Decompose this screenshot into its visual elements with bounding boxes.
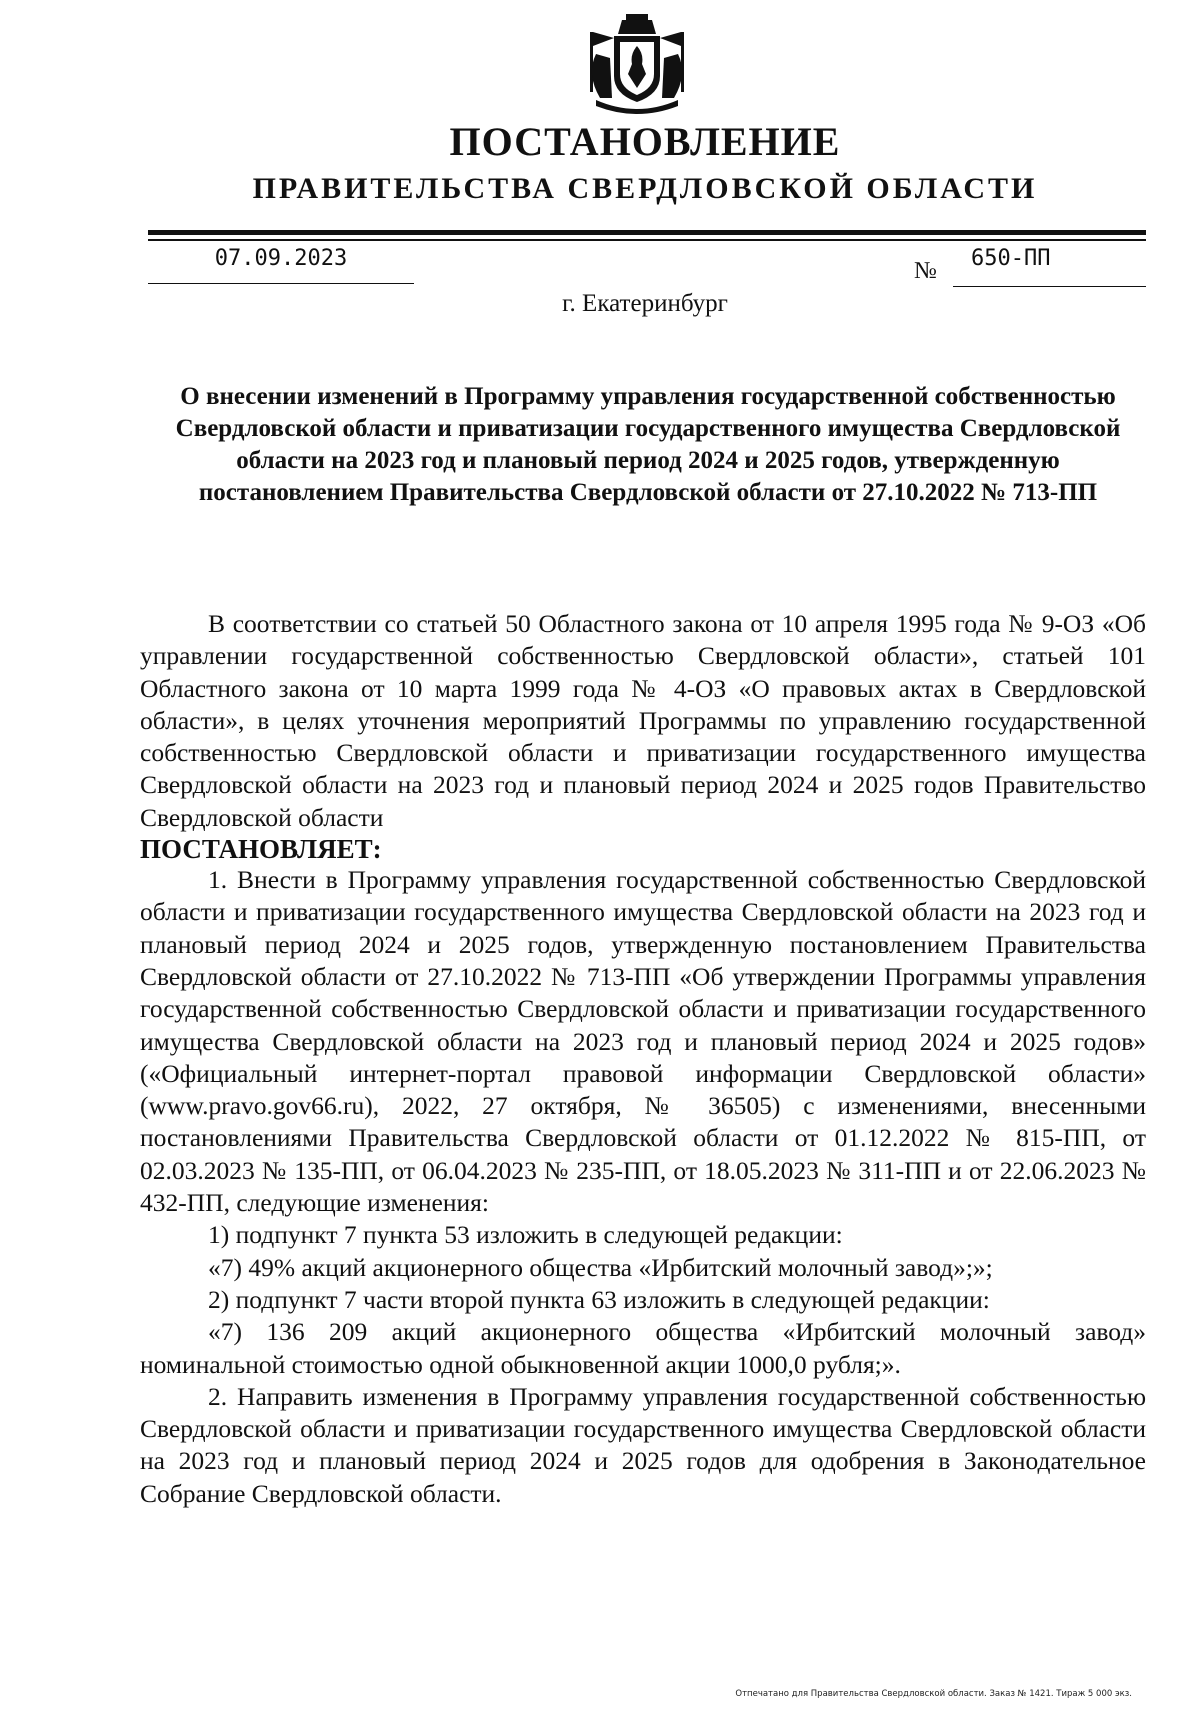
print-footer: Отпечатано для Правительства Свердловской области. Заказ № 1421. Тираж 5 000 экз.: [735, 1689, 1132, 1699]
subitem-2-text: «7) 136 209 акций акционерного общества «Ирбитский молочный завод» номинальной стоимостью одной обыкновенной акции 1000,0 рубля;».: [140, 1317, 1146, 1379]
document-subtitle: ПРАВИТЕЛЬСТВА СВЕРДЛОВСКОЙ ОБЛАСТИ: [252, 172, 1038, 205]
number-sign: №: [914, 258, 937, 284]
sverdlovsk-coat-of-arms-icon: [582, 14, 692, 118]
date-underline: [148, 283, 414, 284]
document-date: 07.09.2023: [214, 246, 348, 271]
document-number: 650-ПП: [971, 246, 1051, 271]
header-rule-thin: [148, 239, 1146, 241]
item-2-paragraph: 2. Направить изменения в Программу управления государственной собственностью Свердловской области и приватизации государственного имущества Свердловской области на 2023 год и плановый период 2024 и 2025 годов для одобрения в Законодательное Собрание Свердловской области.: [140, 1381, 1146, 1508]
document-body: [140, 608, 1146, 1510]
subitem-1-text: «7) 49% акций акционерного общества «Ирбитский молочный завод»;»;: [208, 1252, 993, 1282]
subitem-1-paragraph: 1) подпункт 7 пункта 53 изложить в следующей редакции:: [208, 1220, 843, 1250]
item-1-paragraph: 1. Внести в Программу управления государственной собственностью Свердловской области и приватизации государственного имущества Свердловской области на 2023 год и плановый период 2024 и 2025 годов, утвержденную постановлением Правительства Свердловской области от 27.10.2022 № 713-ПП «Об утверждении Программы управления государственной собственностью Свердловской области и приватизации государственного имущества Свердловской области на 2023 год и плановый период 2024 и 2025 годов» («Официальный интернет-портал правовой информации Свердловской области» (www.pravo.gov66.ru), 2022, 27 октября, № 36505) с изменениями, внесенными постановлениями Правительства Свердловской области от 01.12.2022 № 815-ПП, от 02.03.2023 № 135-ПП, от 06.04.2023 № 235-ПП, от 18.05.2023 № 311-ПП и от 22.06.2023 № 432-ПП, следующие изменения:: [140, 865, 1146, 1218]
document-city: г. Екатеринбург: [562, 290, 728, 317]
document-title: ПОСТАНОВЛЕНИЕ: [449, 119, 841, 164]
subitem-2-paragraph: 2) подпункт 7 части второй пункта 63 изложить в следующей редакции:: [208, 1284, 990, 1314]
preamble-paragraph: В соответствии со статьей 50 Областного закона от 10 апреля 1995 года № 9-ОЗ «Об управлении государственной собственностью Свердловской области», статьей 101 Областного закона от 10 марта 1999 года № 4-ОЗ «О правовых актах в Свердловской области», в целях уточнения мероприятий Программы по управлению государственной собственностью Свердловской области и приватизации государственного имущества Свердловской области на 2023 год и плановый период 2024 и 2025 годов Правительство Свердловской области: [140, 609, 1146, 832]
header-rule-thick: [148, 230, 1146, 235]
number-underline: [953, 286, 1146, 287]
resolves-label: ПОСТАНОВЛЯЕТ:: [140, 834, 382, 865]
document-heading: О внесении изменений в Программу управления государственной собственностью Свердловской области и приватизации государственного имущества Свердловской области на 2023 год и плановый период 2024 и 2025 годов, утвержденную постановлением Правительства Свердловской области от 27.10.2022 № 713-ПП: [175, 383, 1121, 506]
